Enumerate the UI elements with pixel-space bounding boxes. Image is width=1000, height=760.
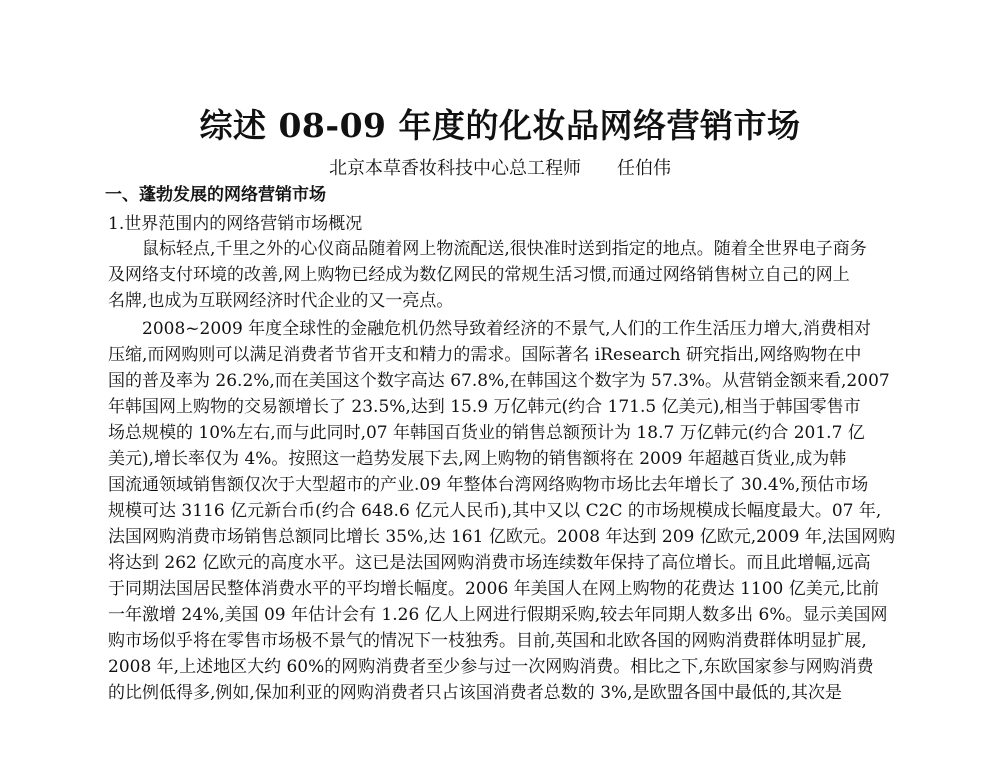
author-affiliation: 北京本草香妆科技中心总工程师 bbox=[329, 158, 581, 179]
paragraph-2 bbox=[108, 316, 908, 706]
paragraph-line: 一年激增 24%,美国 09 年估计会有 1.26 亿人上网进行假期采购,较去年同期人数多出 6%。显示美国网 bbox=[108, 605, 888, 625]
author-name: 任伯伟 bbox=[617, 158, 671, 179]
document-title: 综述 08-09 年度的化妆品网络营销市场 bbox=[199, 106, 801, 145]
paragraph-line: 将达到 262 亿欧元的高度水平。这已是法国网购消费市场连续数年保持了高位增长。而且此增幅,远高 bbox=[108, 553, 871, 573]
paragraph-line: 压缩,而网购则可以满足消费者节省开支和精力的需求。国际著名 iResearch 研究指出,网络购物在中 bbox=[108, 345, 862, 365]
paragraph-line: 名牌,也成为互联网经济时代企业的又一亮点。 bbox=[108, 291, 454, 311]
paragraph-line: 及网络支付环境的改善,网上购物已经成为数亿网民的常规生活习惯,而通过网络销售树立自己的网上 bbox=[108, 265, 850, 285]
paragraph-line: 于同期法国居民整体消费水平的平均增长幅度。2006 年美国人在网上购物的花费达 1100 亿美元,比前 bbox=[108, 579, 880, 599]
paragraph-line: 年韩国网上购物的交易额增长了 23.5%,达到 15.9 万亿韩元(约合 171.5 亿美元),相当于韩国零售市 bbox=[108, 397, 861, 417]
paragraph-line: 2008~2009 年度全球性的金融危机仍然导致着经济的不景气,人们的工作生活压力增大,消费相对 bbox=[142, 319, 871, 339]
paragraph-line: 国的普及率为 26.2%,而在美国这个数字高达 67.8%,在韩国这个数字为 57.3%。从营销金额来看,2007 bbox=[108, 371, 890, 391]
paragraph-line: 的比例低得多,例如,保加利亚的网购消费者只占该国消费者总数的 3%,是欧盟各国中最低的,其次是 bbox=[108, 683, 842, 703]
author-byline bbox=[0, 154, 1000, 180]
paragraph-line: 法国网购消费市场销售总额同比增长 35%,达 161 亿欧元。2008 年达到 209 亿欧元,2009 年,法国网购 bbox=[108, 527, 896, 547]
paragraph-1 bbox=[108, 236, 908, 314]
section-heading: 一、蓬勃发展的网络营销市场 bbox=[105, 185, 326, 205]
paragraph-line: 场总规模的 10%左右,而与此同时,07 年韩国百货业的销售总额预计为 18.7 万亿韩元(约合 201.7 亿 bbox=[108, 423, 865, 443]
paragraph-line: 国流通领域销售额仅次于大型超市的产业.09 年整体台湾网络购物市场比去年增长了 30.4%,预估市场 bbox=[108, 475, 869, 495]
paragraph-line: 鼠标轻点,千里之外的心仪商品随着网上物流配送,很快准时送到指定的地点。随着全世界电子商务 bbox=[142, 239, 867, 259]
paragraph-line: 美元),增长率仅为 4%。按照这一趋势发展下去,网上购物的销售额将在 2009 年超越百货业,成为韩 bbox=[108, 449, 847, 469]
paragraph-line: 购市场似乎将在零售市场极不景气的情况下一枝独秀。目前,英国和北欧各国的网购消费群体明显扩展, bbox=[108, 631, 867, 651]
paragraph-line: 2008 年,上述地区大约 60%的网购消费者至少参与过一次网购消费。相比之下,东欧国家参与网购消费 bbox=[108, 657, 874, 677]
paragraph-line: 规模可达 3116 亿元新台币(约合 648.6 亿元人民币),其中又以 C2C 的市场规模成长幅度最大。07 年, bbox=[108, 501, 882, 521]
sub-heading: 1.世界范围内的网络营销市场概况 bbox=[108, 214, 363, 234]
